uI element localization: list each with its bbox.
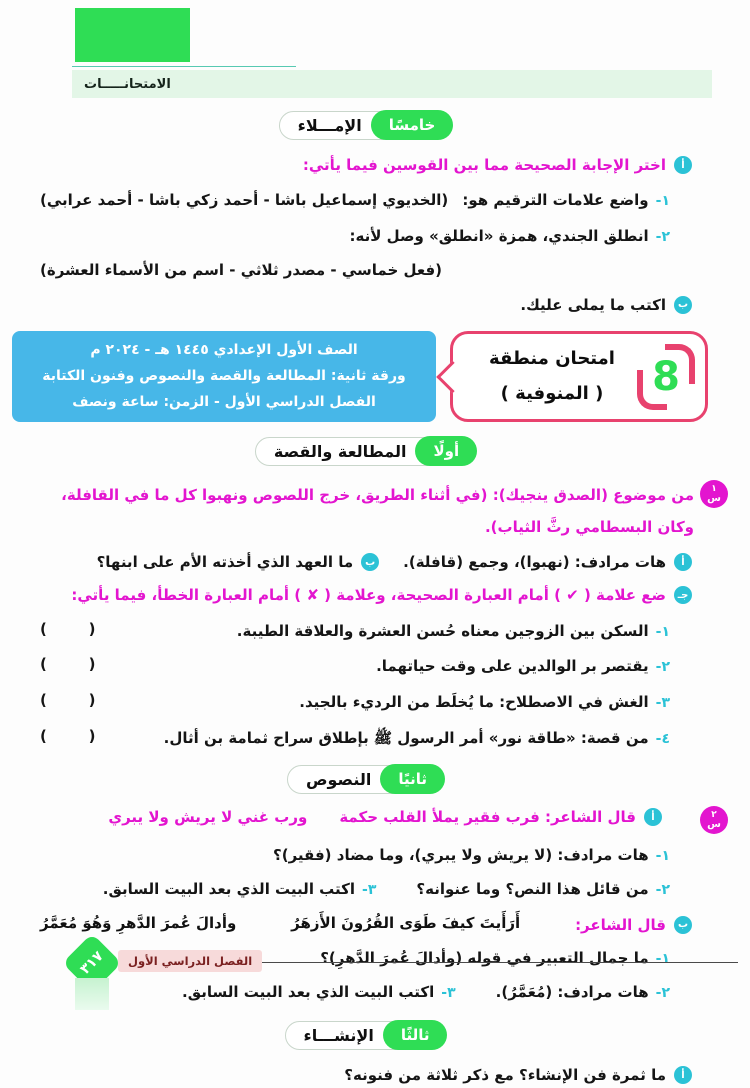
reading-sub-b-text: ما العهد الذي أخذته الأم على ابنها؟ [96,553,354,572]
item-number: ٣- [441,984,456,1001]
exam-info-line2: ورقة ثانية: المطالعة والقصة والنصوص وفنون الكتابة [42,368,406,385]
item-number: ١- [655,951,670,967]
texts-b-item-3-body [182,981,456,1005]
item-number: ٣- [362,882,377,899]
item-marker-b: ب [674,916,692,934]
exam-banner [12,331,708,422]
footer-rule [216,962,738,963]
reading-sub-c [40,584,692,607]
composition-question-a-text: ما ثمرة فن الإنشاء؟ مع ذكر ثلاثة من فنونه؟ [344,1066,666,1085]
reading-sub-b [97,551,380,574]
imla-question-b-text: اكتب ما يملى عليك. [520,295,666,314]
texts-item-2-text: من قائل هذا النص؟ وما عنوانه؟ [416,880,649,899]
item-number: ٢- [655,882,670,899]
texts-b-item-1-text: ما جمال التعبير في قوله (وأدالَ عُمرَ الدَّهرِ)؟ [320,949,649,967]
reading-sub-a-text: هات مرادف: (نهبوا)، وجمع (قافلة). [403,553,666,572]
statement-row-1 [40,620,692,644]
section-title: الإمـــلاء [279,111,397,140]
section-reading [40,436,692,466]
imla-question-a [40,154,692,177]
question-badge-1 [700,480,728,508]
section-pill [287,764,445,794]
section-pill [255,436,477,466]
texts-b-item-3-text: اكتب البيت الذي بعد البيت السابق. [182,982,435,1001]
question-letter: س [707,492,721,504]
badge-arrow-tip [436,360,469,393]
texts-item-1 [40,844,692,868]
item-marker-a: أ [644,808,662,826]
item-number: ١- [655,848,670,865]
page-content [40,110,721,1088]
reading-sub-ab-row [40,551,692,574]
question-number: ٢ [711,809,717,820]
section-ordinal: خامسًا [371,110,454,140]
answer-blank: ( ) [40,655,96,674]
item-marker-a: أ [674,553,692,571]
texts-item-3-text: اكتب البيت الذي بعد البيت السابق. [102,880,356,899]
statement-2 [376,655,670,679]
section-title: النصوص [287,765,406,794]
exam-region-line1: امتحان منطقة [489,348,615,370]
imla-item-1 [40,189,692,213]
section-ordinal: أولًا [415,436,477,466]
section-dictation [40,110,692,140]
question-badge-2 [700,806,728,834]
item-marker-a: أ [674,156,692,174]
texts-verse1-right-group [339,806,662,829]
statement-number: ٢- [655,659,670,676]
reading-question-1-text: من موضوع (الصدق ينجيك): (في أثناء الطريق، خرج اللصوص ونهبوا كل ما في القافلة، وكان البسطامي رثَّ الثياب). [61,486,694,536]
item-marker-b: ب [674,296,692,314]
imla-item-2-options: (فعل خماسي - مصدر ثلاثي - اسم من الأسماء العشرة) [40,260,443,279]
statement-number: ١- [655,623,670,640]
item-marker-a: أ [674,1066,692,1084]
exam-region-line2: ( المنوفية ) [500,382,604,404]
statement-2-text: يقتصر بر الوالدين على وقت حياتهما. [376,657,649,676]
section-pill [285,1020,448,1050]
texts-item-3-body [103,878,377,902]
texts-part-b-lead: قال الشاعر: [575,915,666,934]
section-ordinal: ثالثًا [383,1020,448,1050]
texts-item-2-body [416,878,670,902]
statement-row-4 [40,727,692,751]
exam-region-badge [450,331,708,422]
answer-blank: ( ) [40,726,96,745]
header-divider [72,66,296,67]
section-ordinal: ثانيًا [380,764,445,794]
exam-number: 8 [652,353,680,400]
item-number: ٢- [655,228,670,245]
texts-b-items-2-3 [40,981,692,1005]
item-marker-c: جـ [674,586,692,604]
imla-question-a-text: اختر الإجابة الصحيحة مما بين القوسين فيما يأتي: [302,156,666,174]
texts-item-1-text: هات مرادف: (لا يريش ولا يبري)، وما مضاد (فقير)؟ [273,846,649,865]
statement-row-2 [40,655,692,679]
item-number: ٢- [655,984,670,1001]
section-pill [279,110,454,140]
reading-question-1 [40,480,721,543]
verse1-left: ورب غني لا يريش ولا يبري [108,808,308,827]
statement-3-text: الغش في الاصطلاح: ما يُخلَط من الرديء بالجيد. [299,693,649,711]
section-title: المطالعة والقصة [255,437,442,466]
texts-part-b [40,914,692,937]
composition-question-a [40,1064,692,1087]
reading-sub-c-text: ضع علامة ( ✔ ) أمام العبارة الصحيحة، وعلامة ( ✘ ) أمام العبارة الخطأ، فيما يأتي: [71,586,666,605]
item-number: ١- [655,193,670,210]
exam-info-box [12,331,436,422]
section-texts [40,764,692,794]
corner-green-block [75,8,190,62]
answer-blank: ( ) [40,691,96,709]
verse2-right: أَرَأَيتَ كيفَ طَوَى القُرُونَ الأَزهَرُ [291,913,521,932]
verse2-left: وأدالَ عُمرَ الدَّهرِ وَهُوَ مُعَمَّرُ [40,913,237,932]
question-number: ١ [711,483,717,494]
question-letter: س [707,818,721,830]
statement-1 [237,620,670,644]
texts-b-item-2-text: هات مرادف: (مُعَمَّرُ). [495,982,649,1001]
texts-item-1-body [273,844,670,868]
imla-item-2-options-row [40,259,692,282]
semester-badge: الفصل الدراسي الأول [118,950,262,972]
imla-question-b [40,294,692,317]
imla-item-1-text: واضع علامات الترقيم هو: [462,191,649,210]
section-title: الإنشـــاء [285,1021,409,1050]
verse1-right: قال الشاعر: فرب فقير يملأ القلب حكمة [339,808,636,827]
imla-item-1-options: (الخديوي إسماعيل باشا - أحمد زكي باشا - أحمد عرابي) [40,191,449,210]
exam-number-ornament [635,344,697,410]
statement-3 [299,691,670,715]
exams-header-bar [72,70,712,98]
exam-info-line1: الصف الأول الإعدادي ١٤٤٥ هـ - ٢٠٢٤ م [90,342,358,359]
imla-item-1-question [462,189,670,213]
statement-number: ٤- [655,730,670,747]
exam-info-line3: الفصل الدراسي الأول - الزمن: ساعة ونصف [72,394,376,411]
section-composition [40,1020,692,1050]
statement-number: ٣- [655,695,670,711]
statement-1-text: السكن بين الزوجين معناه حُسن العشرة والعلاقة الطيبة. [236,621,649,640]
texts-part-b-lead-group [575,914,692,937]
texts-items-2-3 [40,878,692,902]
imla-item-2-text: انطلق الجندي، همزة «انطلق» وصل لأنه: [349,226,649,245]
reading-sub-a [403,551,692,574]
texts-b-item-1-body [320,947,670,971]
statement-row-3 [40,691,692,715]
exams-label: الامتحانـــــات [84,76,171,92]
answer-blank: ( ) [40,619,96,638]
texts-b-item-2-body [496,981,670,1005]
statement-4 [164,727,670,751]
page-number: ٣١٧ [77,948,107,978]
statement-4-text: من قصة: «طاقة نور» أمر الرسول ﷺ بإطلاق سراح ثمامة بن أثال. [163,728,649,747]
item-marker-b: ب [361,553,379,571]
imla-item-2-question [350,225,670,249]
footer-green-strip [75,978,109,1010]
imla-item-2 [40,225,692,249]
texts-question-2 [40,806,721,834]
exam-region-titles [473,342,631,410]
